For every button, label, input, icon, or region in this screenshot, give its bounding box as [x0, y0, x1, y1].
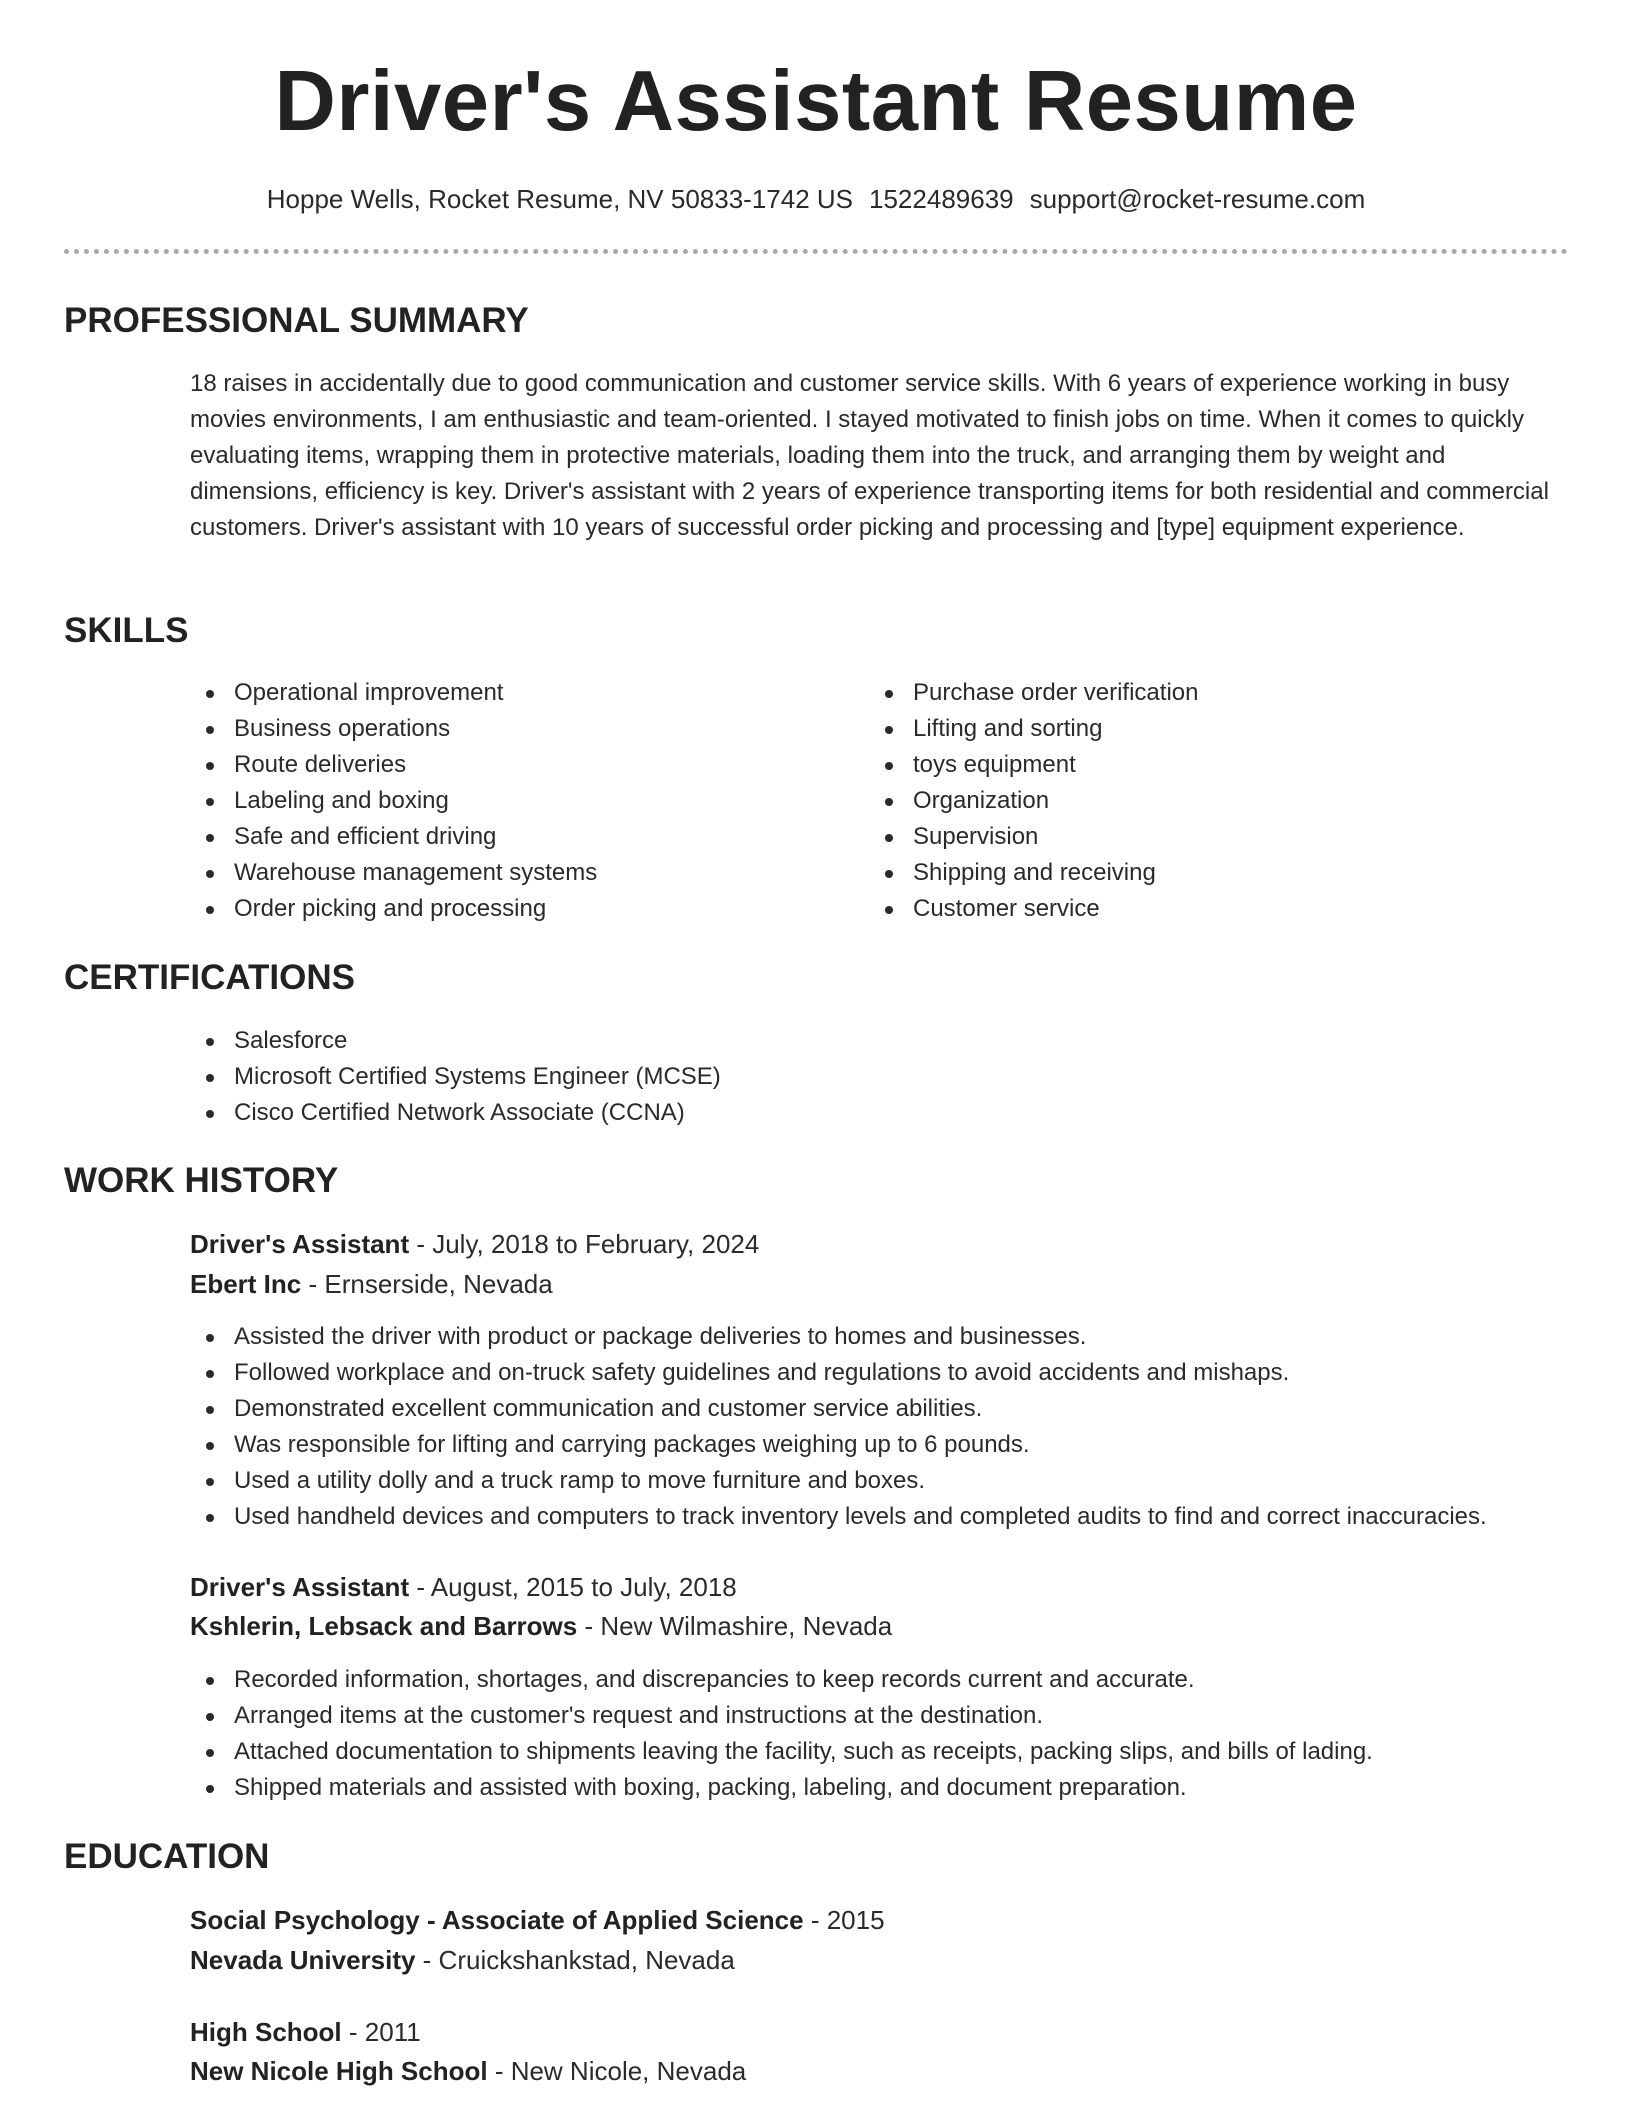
- resume-title: Driver's Assistant Resume: [274, 54, 1358, 149]
- header-divider: [64, 249, 1568, 254]
- list-item: Assisted the driver with product or package deliveries to homes and businesses.: [190, 1319, 1487, 1355]
- list-item: Used handheld devices and computers to track inventory levels and completed audits to find and correct inaccuracies.: [190, 1499, 1487, 1535]
- list-item: Used a utility dolly and a truck ramp to move furniture and boxes.: [190, 1463, 1487, 1499]
- job-title-line: [190, 1225, 759, 1263]
- list-item: toys equipment: [869, 747, 1198, 783]
- job-location: - Ernserside, Nevada: [301, 1269, 553, 1299]
- job-title-line: [190, 1568, 737, 1606]
- list-item: Salesforce: [190, 1023, 721, 1059]
- education-year: - 2011: [341, 2017, 421, 2047]
- list-item: Order picking and processing: [190, 891, 597, 927]
- list-item: Operational improvement: [190, 675, 597, 711]
- section-heading-education: EDUCATION: [64, 1837, 270, 1876]
- education-school-line: [190, 1941, 735, 1979]
- list-item: Shipping and receiving: [869, 855, 1198, 891]
- education-school: New Nicole High School: [190, 2056, 488, 2086]
- contact-email[interactable]: support@rocket-resume.com: [1029, 184, 1366, 214]
- job-title: Driver's Assistant: [190, 1572, 410, 1602]
- job-company-line: [190, 1265, 553, 1303]
- job-dates: - July, 2018 to February, 2024: [409, 1229, 760, 1259]
- list-item: Attached documentation to shipments leaving the facility, such as receipts, packing slips, and bills of lading.: [190, 1734, 1373, 1770]
- list-item: Recorded information, shortages, and discrepancies to keep records current and accurate.: [190, 1662, 1373, 1698]
- job-dates: - August, 2015 to July, 2018: [409, 1572, 737, 1602]
- education-school: Nevada University: [190, 1945, 416, 1975]
- skills-list-right: [869, 675, 1198, 927]
- list-item: Supervision: [869, 819, 1198, 855]
- list-item: Shipped materials and assisted with boxing, packing, labeling, and document preparation.: [190, 1770, 1373, 1806]
- job-bullets: [190, 1319, 1487, 1535]
- contact-line: [0, 181, 1632, 217]
- job-bullets: [190, 1662, 1373, 1806]
- list-item: Arranged items at the customer's request and instructions at the destination.: [190, 1698, 1373, 1734]
- skills-list-left: [190, 675, 597, 927]
- list-item: Microsoft Certified Systems Engineer (MCSE): [190, 1059, 721, 1095]
- education-school-line: [190, 2052, 746, 2090]
- job-company: Ebert Inc: [190, 1269, 302, 1299]
- list-item: Route deliveries: [190, 747, 597, 783]
- section-heading-certifications: CERTIFICATIONS: [64, 958, 356, 997]
- job-location: - New Wilmashire, Nevada: [577, 1611, 893, 1641]
- education-degree-line: [190, 1901, 885, 1939]
- job-company-line: [190, 1607, 892, 1645]
- education-degree: Social Psychology - Associate of Applied Science: [190, 1905, 804, 1935]
- education-degree: High School: [190, 2017, 342, 2047]
- contact-phone: 1522489639: [869, 184, 1014, 214]
- education-degree-line: [190, 2013, 421, 2051]
- list-item: Demonstrated excellent communication and customer service abilities.: [190, 1391, 1487, 1427]
- list-item: Safe and efficient driving: [190, 819, 597, 855]
- list-item: Lifting and sorting: [869, 711, 1198, 747]
- contact-address: Hoppe Wells, Rocket Resume, NV 50833-1742 US: [266, 184, 854, 214]
- education-year: - 2015: [803, 1905, 885, 1935]
- summary-text: 18 raises in accidentally due to good communication and customer service skills. With 6 years of experience working in busy movies environments, I am enthusiastic and team-oriented. I stayed motivated to finish jobs on time. When it comes to quickly evaluating items, wrapping them in protective materials, loading them into the truck, and arranging them by weight and dimensions, efficiency is key. Driver's assistant with 2 years of experience transporting items for both residential and commercial customers. Driver's assistant with 10 years of successful order picking and processing and [type] equipment experience.: [190, 370, 1549, 541]
- section-heading-work-history: WORK HISTORY: [64, 1161, 339, 1200]
- education-location: - New Nicole, Nevada: [487, 2056, 747, 2086]
- list-item: Cisco Certified Network Associate (CCNA): [190, 1095, 721, 1131]
- list-item: Followed workplace and on-truck safety guidelines and regulations to avoid accidents and mishaps.: [190, 1355, 1487, 1391]
- certifications-list: [190, 1023, 721, 1131]
- list-item: Purchase order verification: [869, 675, 1198, 711]
- list-item: Labeling and boxing: [190, 783, 597, 819]
- list-item: Was responsible for lifting and carrying packages weighing up to 6 pounds.: [190, 1427, 1487, 1463]
- job-title: Driver's Assistant: [190, 1229, 410, 1259]
- education-location: - Cruickshankstad, Nevada: [415, 1945, 735, 1975]
- list-item: Customer service: [869, 891, 1198, 927]
- section-heading-skills: SKILLS: [64, 611, 189, 650]
- section-heading-summary: PROFESSIONAL SUMMARY: [64, 301, 529, 340]
- list-item: Warehouse management systems: [190, 855, 597, 891]
- list-item: Business operations: [190, 711, 597, 747]
- list-item: Organization: [869, 783, 1198, 819]
- job-company: Kshlerin, Lebsack and Barrows: [190, 1611, 578, 1641]
